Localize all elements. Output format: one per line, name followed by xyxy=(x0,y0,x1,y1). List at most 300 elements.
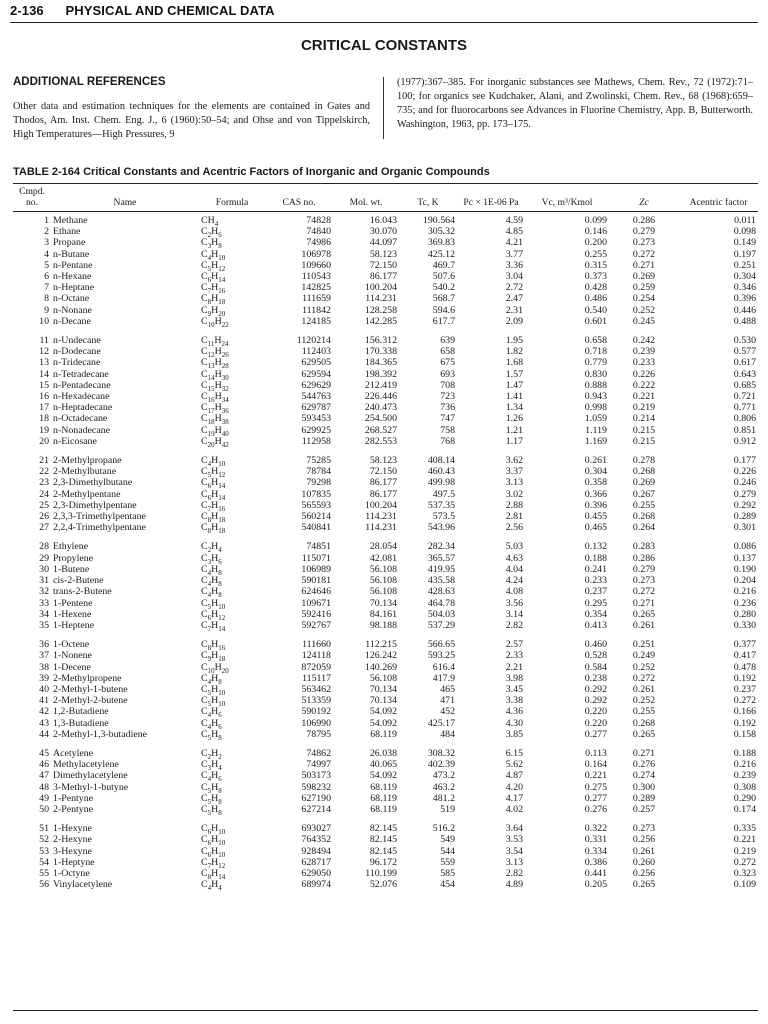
mol-weight: 100.204 xyxy=(364,282,397,294)
critical-pressure: 4.17 xyxy=(505,792,523,804)
acentric-factor: 0.219 xyxy=(733,845,756,857)
cmpd-no: 22 xyxy=(39,466,49,478)
critical-volume: 0.460 xyxy=(584,639,607,651)
cmpd-no: 2 xyxy=(44,226,49,238)
compressibility-factor: 0.271 xyxy=(632,259,656,271)
mol-weight: 40.065 xyxy=(369,759,397,771)
page-number: 2-136 xyxy=(10,3,44,18)
table-row xyxy=(13,718,758,729)
mol-weight: 56.108 xyxy=(369,563,397,575)
critical-pressure: 2.72 xyxy=(505,282,523,294)
acentric-factor: 0.577 xyxy=(733,346,756,358)
compound-name: 1-Pentene xyxy=(53,597,93,609)
mol-weight: 68.119 xyxy=(370,728,397,740)
cas-number: 592767 xyxy=(301,619,331,631)
formula: $C_8H_{18}$ xyxy=(201,511,226,523)
col-header-cas: CAS no. xyxy=(282,197,316,208)
formula: $C_{12}H_{26}$ xyxy=(201,346,229,358)
table-row xyxy=(13,846,758,857)
mol-weight: 72.150 xyxy=(369,466,397,478)
col-header-molwt: Mol. wt. xyxy=(349,197,383,208)
compressibility-factor: 0.264 xyxy=(632,522,656,534)
acentric-factor: 0.806 xyxy=(733,413,756,425)
cas-number: 109660 xyxy=(301,259,331,271)
critical-temperature: 549 xyxy=(440,834,455,846)
cmpd-no: 13 xyxy=(39,357,49,369)
critical-pressure: 4.04 xyxy=(505,563,523,575)
acentric-factor: 0.292 xyxy=(733,499,756,511)
compressibility-factor: 0.251 xyxy=(632,639,656,651)
formula: $C_4H_4$ xyxy=(201,879,222,891)
compound-name: 1-Nonene xyxy=(53,650,92,662)
cmpd-no: 33 xyxy=(39,597,49,609)
compound-name: 1,3-Butadiene xyxy=(53,717,109,729)
table-row xyxy=(13,857,758,868)
critical-pressure: 3.37 xyxy=(505,466,523,478)
cas-number: 627214 xyxy=(301,803,331,815)
critical-temperature: 768 xyxy=(440,435,455,447)
acentric-factor: 0.192 xyxy=(733,717,756,729)
acentric-factor: 0.197 xyxy=(733,248,756,260)
critical-temperature: 516.2 xyxy=(432,823,455,835)
cmpd-no: 8 xyxy=(44,293,49,305)
cmpd-no: 6 xyxy=(44,271,49,283)
acentric-factor: 0.272 xyxy=(733,856,756,868)
acentric-factor: 0.280 xyxy=(733,608,756,620)
cas-number: 560214 xyxy=(301,511,331,523)
table-row xyxy=(13,695,758,706)
critical-temperature: 537.29 xyxy=(427,619,455,631)
col-header-zc: Zc xyxy=(639,197,649,208)
compressibility-factor: 0.257 xyxy=(632,803,656,815)
mol-weight: 44.097 xyxy=(369,237,397,249)
formula: $C_4H_8$ xyxy=(201,672,222,684)
acentric-factor: 0.246 xyxy=(733,477,756,489)
formula: $C_5H_{12}$ xyxy=(201,466,226,478)
critical-volume: 0.373 xyxy=(584,271,607,283)
compound-name: 1-Heptyne xyxy=(53,856,95,868)
table-row xyxy=(13,477,758,488)
cas-number: 590192 xyxy=(301,706,331,718)
formula: $C_4H_8$ xyxy=(201,586,222,598)
critical-pressure: 4.63 xyxy=(505,552,523,564)
critical-volume: 0.396 xyxy=(584,499,607,511)
formula: $C_{10}H_{22}$ xyxy=(201,315,229,328)
cmpd-no: 37 xyxy=(39,650,49,662)
table-row xyxy=(13,684,758,695)
acentric-factor: 0.335 xyxy=(733,823,756,835)
formula: $C_{10}H_{20}$ xyxy=(201,661,229,673)
table-row xyxy=(13,620,758,631)
critical-volume: 0.220 xyxy=(584,706,607,718)
compound-name: 1-Pentyne xyxy=(53,792,94,804)
critical-pressure: 3.54 xyxy=(505,845,523,857)
formula: $C_{13}H_{28}$ xyxy=(201,357,229,369)
critical-pressure: 2.31 xyxy=(505,304,523,316)
mol-weight: 70.134 xyxy=(369,683,397,695)
compressibility-factor: 0.268 xyxy=(632,511,656,523)
formula: $C_{16}H_{34}$ xyxy=(201,391,229,403)
mol-weight: 268.527 xyxy=(364,424,397,436)
compound-name: 2-Methylpentane xyxy=(53,488,121,500)
critical-volume: 0.358 xyxy=(584,477,607,489)
compressibility-factor: 0.300 xyxy=(632,781,656,793)
table-row xyxy=(13,212,758,227)
mol-weight: 114.231 xyxy=(365,511,397,523)
compound-name: 2,3-Dimethylpentane xyxy=(53,499,137,511)
acentric-factor: 0.204 xyxy=(733,575,756,587)
table-row xyxy=(13,662,758,673)
mol-weight: 58.123 xyxy=(369,455,397,467)
formula: $C_9H_{20}$ xyxy=(201,304,226,316)
table-row xyxy=(13,815,758,834)
critical-temperature: 305.32 xyxy=(427,226,455,238)
cmpd-no: 19 xyxy=(39,424,49,436)
compound-name: 1-Butene xyxy=(53,563,90,575)
compound-name: 2-Methyl-2-butene xyxy=(53,695,128,707)
mol-weight: 128.258 xyxy=(364,304,397,316)
acentric-factor: 0.290 xyxy=(733,792,756,804)
mol-weight: 70.134 xyxy=(369,695,397,707)
cmpd-no: 9 xyxy=(44,304,49,316)
critical-pressure: 3.02 xyxy=(505,488,523,500)
cas-number: 629629 xyxy=(301,379,331,391)
acentric-factor: 0.236 xyxy=(733,597,756,609)
formula: $C_4H_8$ xyxy=(201,575,222,587)
cas-number: 624646 xyxy=(301,586,331,598)
critical-pressure: 1.26 xyxy=(505,413,523,425)
critical-volume: 0.277 xyxy=(584,728,607,740)
cmpd-no: 47 xyxy=(39,770,49,782)
compressibility-factor: 0.219 xyxy=(632,402,656,414)
cas-number: 74828 xyxy=(306,215,331,226)
critical-volume: 0.331 xyxy=(584,834,607,846)
critical-pressure: 2.88 xyxy=(505,499,523,511)
mol-weight: 68.119 xyxy=(370,792,397,804)
critical-temperature: 308.32 xyxy=(427,747,455,759)
critical-pressure: 1.17 xyxy=(505,435,523,447)
compound-name: 1-Decene xyxy=(53,661,91,673)
critical-volume: 0.465 xyxy=(584,522,607,534)
table-row xyxy=(13,782,758,793)
critical-volume: 0.238 xyxy=(584,672,607,684)
formula: $C_5H_8$ xyxy=(201,803,222,816)
cas-number: 540841 xyxy=(301,522,331,534)
compressibility-factor: 0.283 xyxy=(632,541,656,553)
compressibility-factor: 0.252 xyxy=(632,695,656,707)
mol-weight: 156.312 xyxy=(364,335,397,347)
mol-weight: 110.199 xyxy=(365,867,397,879)
acentric-factor: 0.912 xyxy=(733,435,756,447)
cmpd-no: 43 xyxy=(39,717,49,729)
critical-pressure: 1.41 xyxy=(505,391,523,403)
acentric-factor: 0.272 xyxy=(733,695,756,707)
mol-weight: 112.215 xyxy=(365,639,397,651)
table-row xyxy=(13,879,758,890)
cmpd-no: 17 xyxy=(39,402,49,414)
mol-weight: 170.338 xyxy=(364,346,397,358)
critical-pressure: 3.56 xyxy=(505,597,523,609)
critical-temperature: 473.2 xyxy=(432,770,455,782)
mol-weight: 56.108 xyxy=(369,575,397,587)
cmpd-no: 18 xyxy=(39,413,49,425)
cas-number: 112403 xyxy=(301,346,331,358)
critical-volume: 0.441 xyxy=(584,867,607,879)
acentric-factor: 0.478 xyxy=(733,661,756,673)
acentric-factor: 0.771 xyxy=(733,402,756,414)
compressibility-factor: 0.276 xyxy=(632,759,656,771)
critical-temperature: 519 xyxy=(440,803,455,815)
cmpd-no: 12 xyxy=(39,346,49,358)
critical-pressure: 4.89 xyxy=(505,879,523,891)
formula: $C_6H_{14}$ xyxy=(201,477,226,489)
references-left-text: Other data and estimation techniques for the elements are contained in Gates and Thodos, Am. Inst. Chem. Eng. J., 6 (1960):50–54; and Ohse and von Tippelskirch, High Temperatures—High Pressures, 9 xyxy=(13,101,370,140)
cas-number: 592416 xyxy=(301,608,331,620)
critical-volume: 0.221 xyxy=(584,770,607,782)
formula: $C_2H_6$ xyxy=(201,226,222,238)
table-row xyxy=(13,402,758,413)
critical-volume: 0.540 xyxy=(584,304,607,316)
compound-name: 1-Heptene xyxy=(53,619,95,631)
formula: $C_6H_{10}$ xyxy=(201,823,226,835)
critical-temperature: 639 xyxy=(440,335,455,347)
compound-name: 1-Hexene xyxy=(53,608,92,620)
formula: $C_3H_8$ xyxy=(201,237,222,249)
critical-temperature: 460.43 xyxy=(427,466,455,478)
table-row xyxy=(13,436,758,447)
formula: $C_8H_{16}$ xyxy=(201,639,226,651)
cas-number: 142825 xyxy=(301,282,331,294)
critical-pressure: 3.13 xyxy=(505,856,523,868)
critical-pressure: 5.03 xyxy=(505,541,523,553)
cas-number: 79298 xyxy=(306,477,331,489)
compressibility-factor: 0.256 xyxy=(632,834,656,846)
cas-number: 112958 xyxy=(301,435,331,447)
critical-volume: 0.354 xyxy=(584,608,607,620)
acentric-factor: 0.446 xyxy=(733,304,756,316)
critical-temperature: 594.6 xyxy=(432,304,455,316)
mol-weight: 70.134 xyxy=(369,597,397,609)
formula: $C_9H_{18}$ xyxy=(201,650,226,662)
compressibility-factor: 0.289 xyxy=(632,792,656,804)
cmpd-no: 31 xyxy=(39,575,49,587)
table-row xyxy=(13,575,758,586)
compressibility-factor: 0.271 xyxy=(632,597,656,609)
formula: $C_4H_{10}$ xyxy=(201,455,226,467)
critical-temperature: 365.57 xyxy=(427,552,455,564)
compound-name: n-Tridecane xyxy=(53,357,101,369)
compressibility-factor: 0.269 xyxy=(632,477,656,489)
mol-weight: 114.231 xyxy=(365,293,397,305)
table-row xyxy=(13,598,758,609)
critical-temperature: 758 xyxy=(440,424,455,436)
cmpd-no: 24 xyxy=(39,488,49,500)
critical-constants-table xyxy=(13,183,758,890)
cmpd-no: 32 xyxy=(39,586,49,598)
compound-name: n-Undecane xyxy=(53,335,101,347)
compound-name: Methylacetylene xyxy=(53,759,119,771)
acentric-factor: 0.177 xyxy=(733,455,756,467)
cas-number: 124185 xyxy=(301,315,331,327)
acentric-factor: 0.188 xyxy=(733,747,756,759)
mol-weight: 52.076 xyxy=(369,879,397,891)
cmpd-no: 26 xyxy=(39,511,49,523)
cmpd-no: 52 xyxy=(39,834,49,846)
table-row xyxy=(13,804,758,815)
compressibility-factor: 0.239 xyxy=(632,346,656,358)
critical-volume: 0.888 xyxy=(584,379,607,391)
table-row xyxy=(13,868,758,879)
col-header-tc: Tc, K xyxy=(417,197,439,208)
cmpd-no: 48 xyxy=(39,781,49,793)
compound-name: 2-Hexyne xyxy=(53,834,92,846)
critical-volume: 1.169 xyxy=(584,435,607,447)
critical-temperature: 417.9 xyxy=(432,672,455,684)
compressibility-factor: 0.261 xyxy=(632,683,656,695)
cas-number: 689974 xyxy=(301,879,331,891)
critical-pressure: 2.82 xyxy=(505,619,523,631)
page-title: CRITICAL CONSTANTS xyxy=(300,37,468,54)
critical-temperature: 736 xyxy=(440,402,455,414)
formula: $C_{18}H_{38}$ xyxy=(201,413,229,425)
table-row xyxy=(13,305,758,316)
cas-number: 1120214 xyxy=(296,335,331,347)
critical-volume: 0.528 xyxy=(584,650,607,662)
cas-number: 872059 xyxy=(301,661,331,673)
critical-pressure: 4.24 xyxy=(505,575,523,587)
critical-temperature: 464.78 xyxy=(427,597,455,609)
critical-volume: 0.386 xyxy=(584,856,607,868)
compound-name: 2-Methylpropene xyxy=(53,672,122,684)
critical-volume: 1.119 xyxy=(585,424,607,436)
compound-name: Propylene xyxy=(53,552,94,564)
acentric-factor: 0.301 xyxy=(733,522,756,534)
critical-volume: 0.205 xyxy=(584,879,607,891)
table-body xyxy=(13,212,758,891)
mol-weight: 184.365 xyxy=(364,357,397,369)
critical-pressure: 5.62 xyxy=(505,759,523,771)
critical-temperature: 282.34 xyxy=(427,541,455,553)
compound-name: 2,3-Dimethylbutane xyxy=(53,477,133,489)
critical-volume: 0.334 xyxy=(584,845,607,857)
section-title: PHYSICAL AND CHEMICAL DATA xyxy=(65,3,275,18)
mol-weight: 54.092 xyxy=(369,706,397,718)
mol-weight: 82.145 xyxy=(369,823,397,835)
cmpd-no: 5 xyxy=(44,259,49,271)
critical-pressure: 3.13 xyxy=(505,477,523,489)
critical-temperature: 469.7 xyxy=(432,259,455,271)
critical-temperature: 452 xyxy=(440,706,455,718)
compressibility-factor: 0.260 xyxy=(632,856,656,868)
compound-name: n-Heptadecane xyxy=(53,402,113,414)
critical-pressure: 4.87 xyxy=(505,770,523,782)
critical-volume: 0.200 xyxy=(584,237,607,249)
mol-weight: 226.446 xyxy=(364,391,397,403)
acentric-factor: 0.137 xyxy=(733,552,756,564)
formula: $C_3H_4$ xyxy=(201,759,222,771)
table-row xyxy=(13,729,758,740)
critical-temperature: 190.564 xyxy=(422,215,455,226)
critical-volume: 0.113 xyxy=(585,747,607,759)
critical-temperature: 435.58 xyxy=(427,575,455,587)
critical-pressure: 3.62 xyxy=(505,455,523,467)
critical-pressure: 3.77 xyxy=(505,248,523,260)
critical-pressure: 1.57 xyxy=(505,368,523,380)
acentric-factor: 0.251 xyxy=(733,259,756,271)
acentric-factor: 0.158 xyxy=(733,728,756,740)
table-row xyxy=(13,770,758,781)
formula: $C_4H_6$ xyxy=(201,717,222,729)
table-row xyxy=(13,793,758,804)
cmpd-no: 10 xyxy=(39,315,49,327)
compound-name: n-Nonane xyxy=(53,304,92,316)
acentric-factor: 0.530 xyxy=(733,335,756,347)
critical-volume: 0.304 xyxy=(584,466,607,478)
acentric-factor: 0.323 xyxy=(733,867,756,879)
cmpd-no: 39 xyxy=(39,672,49,684)
mol-weight: 126.242 xyxy=(364,650,397,662)
compound-name: Vinylacetylene xyxy=(53,879,113,891)
critical-temperature: 402.39 xyxy=(427,759,455,771)
compound-name: Methane xyxy=(53,215,88,226)
compound-name: n-Pentane xyxy=(53,259,93,271)
cas-number: 629787 xyxy=(301,402,331,414)
critical-volume: 0.255 xyxy=(584,248,607,260)
table-row xyxy=(13,533,758,552)
compressibility-factor: 0.272 xyxy=(632,672,656,684)
cmpd-no: 45 xyxy=(39,747,49,759)
critical-volume: 0.241 xyxy=(584,563,607,575)
mol-weight: 96.172 xyxy=(369,856,397,868)
compound-name: 2-Methylpropane xyxy=(53,455,122,467)
compound-name: n-Octadecane xyxy=(53,413,108,425)
cas-number: 590181 xyxy=(301,575,331,587)
formula: $C_{11}H_{24}$ xyxy=(201,335,229,347)
critical-temperature: 471 xyxy=(440,695,455,707)
table-row xyxy=(13,282,758,293)
compressibility-factor: 0.214 xyxy=(632,413,656,425)
compressibility-factor: 0.267 xyxy=(632,488,656,500)
cmpd-no: 41 xyxy=(39,695,49,707)
critical-volume: 0.261 xyxy=(584,455,607,467)
critical-temperature: 465 xyxy=(440,683,455,695)
critical-temperature: 540.2 xyxy=(432,282,455,294)
critical-pressure: 4.20 xyxy=(505,781,523,793)
critical-temperature: 369.83 xyxy=(427,237,455,249)
formula: $C_{20}H_{42}$ xyxy=(201,435,229,448)
compressibility-factor: 0.221 xyxy=(632,391,656,403)
acentric-factor: 0.226 xyxy=(733,466,756,478)
compound-name: 2-Pentyne xyxy=(53,803,94,815)
mol-weight: 100.204 xyxy=(364,499,397,511)
compressibility-factor: 0.215 xyxy=(632,424,656,436)
critical-volume: 0.146 xyxy=(584,226,607,238)
critical-volume: 0.455 xyxy=(584,511,607,523)
cas-number: 598232 xyxy=(301,781,331,793)
compressibility-factor: 0.269 xyxy=(632,271,656,283)
critical-volume: 0.322 xyxy=(584,823,607,835)
cmpd-no: 20 xyxy=(39,435,49,447)
table-row xyxy=(13,357,758,368)
cmpd-no: 42 xyxy=(39,706,49,718)
acentric-factor: 0.221 xyxy=(733,834,756,846)
critical-temperature: 617.7 xyxy=(432,315,455,327)
table-row xyxy=(13,466,758,477)
cas-number: 565593 xyxy=(301,499,331,511)
critical-pressure: 4.85 xyxy=(505,226,523,238)
table-row xyxy=(13,706,758,717)
critical-temperature: 419.95 xyxy=(427,563,455,575)
